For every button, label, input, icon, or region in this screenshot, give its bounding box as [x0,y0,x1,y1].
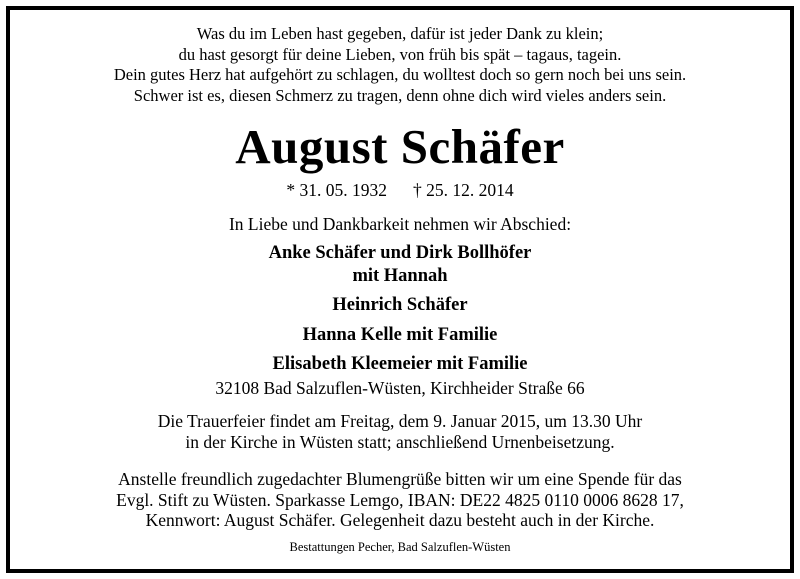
death-date: † 25. 12. 2014 [413,180,514,200]
poem-line: Dein gutes Herz hat aufgehört zu schlagen, du wolltest doch so gern noch bei uns sein. [113,65,687,84]
poem-line: du hast gesorgt für deine Lieben, von früh bis spät – tagaus, tagein. [178,44,622,64]
mourner-name: mit Hannah [352,265,448,286]
poem-line: Schwer ist es, diesen Schmerz zu tragen, denn ohne dich wird vieles anders sein. [133,85,667,105]
poem [10,24,790,106]
deceased-name: August Schäfer [235,119,565,174]
mourner-name: Elisabeth Kleemeier mit Familie [272,354,528,374]
service-line: in der Kirche in Wüsten statt; anschließend Urnenbeisetzung. [185,432,615,452]
donation-line: Anstelle freundlich zugedachter Blumengrüße bitten wir um eine Spende für das [118,469,682,489]
service-line: Die Trauerfeier findet am Freitag, dem 9. Januar 2015, um 13.30 Uhr [157,411,643,431]
family-address: 32108 Bad Salzuflen-Wüsten, Kirchheider Straße 66 [215,378,585,398]
mourner-group [10,242,790,287]
donation-request [10,469,790,531]
undertaker-credit: Bestattungen Pecher, Bad Salzuflen-Wüsten [289,540,511,554]
poem-line: Was du im Leben hast gegeben, dafür ist jeder Dank zu klein; [196,24,604,43]
mourner-group [10,324,790,347]
mourner-name: Anke Schäfer und Dirk Bollhöfer [268,243,532,263]
birth-date: * 31. 05. 1932 [286,180,387,200]
life-dates [10,179,790,201]
obituary-content [10,10,790,569]
donation-line: Kennwort: August Schäfer. Gelegenheit dazu besteht auch in der Kirche. [145,510,655,530]
donation-line: Evgl. Stift zu Wüsten. Sparkasse Lemgo, IBAN: DE22 4825 0110 0006 8628 17, [116,489,684,510]
funeral-service-info [10,411,790,453]
mourner-name: Hanna Kelle mit Familie [302,324,498,345]
mourners-list [10,242,790,383]
farewell-text: In Liebe und Dankbarkeit nehmen wir Abschied: [228,214,572,234]
mourner-group [10,294,790,317]
mourner-group [10,353,790,376]
obituary-frame [6,6,794,573]
mourner-name: Heinrich Schäfer [332,295,468,315]
